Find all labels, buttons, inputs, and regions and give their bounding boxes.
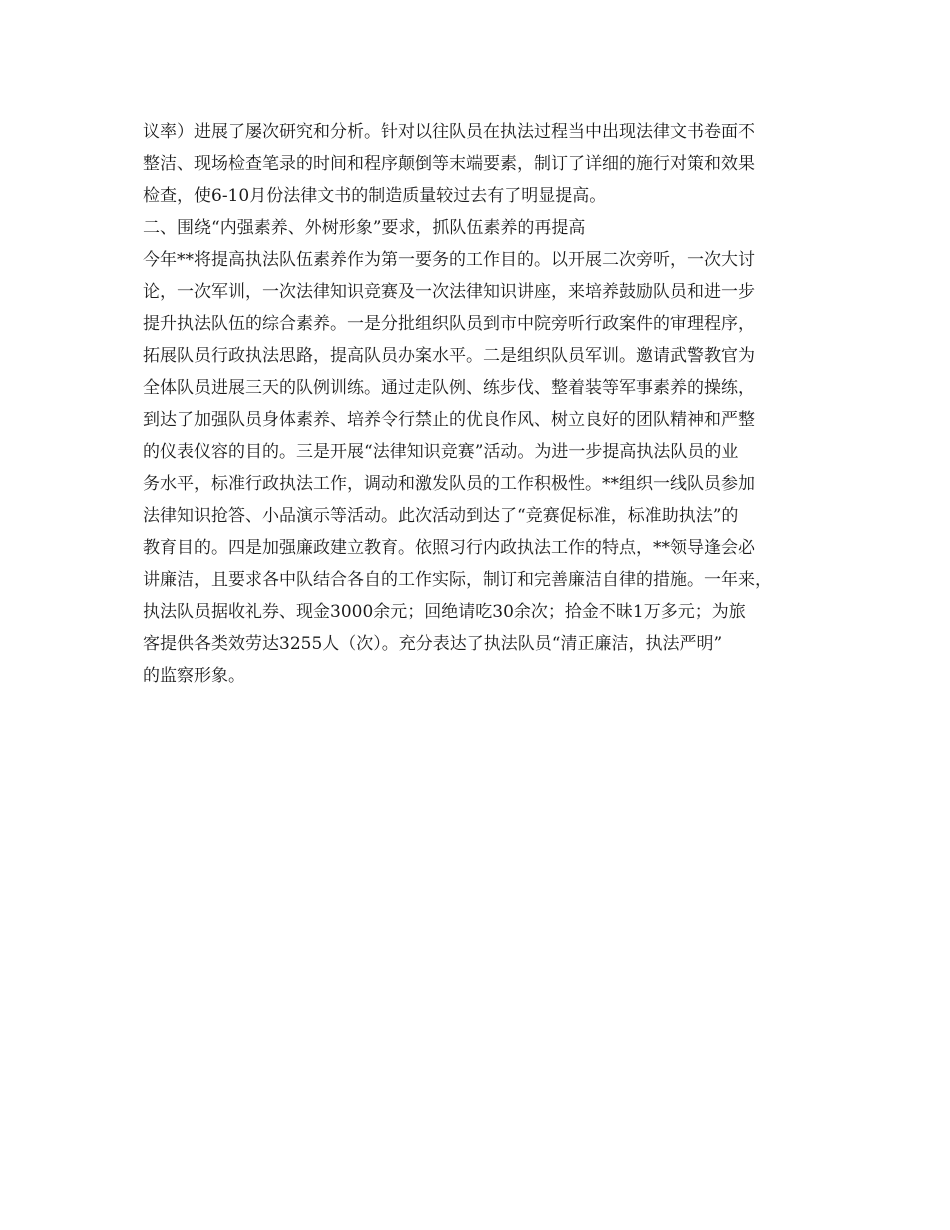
text-line: 整洁、现场检查笔录的时间和程序颠倒等末端要素，制订了详细的施行对策和效果 — [143, 154, 755, 174]
document-body — [143, 116, 823, 692]
text-line: 全体队员进展三天的队例训练。通过走队例、练步伐、整着装等军事素养的操练， — [143, 378, 755, 398]
text-line: 的仪表仪容的目的。三是开展“法律知识竞赛”活动。为进一步提高执法队员的业 — [143, 442, 739, 462]
text-line: 客提供各类效劳达3255人（次）。充分表达了执法队员“清正廉洁，执法严明” — [143, 634, 723, 654]
text-line: 教育目的。四是加强廉政建立教育。依照习行内政执法工作的特点，**领导逢会必 — [143, 538, 755, 558]
text-line: 讲廉洁，且要求各中队结合各自的工作实际，制订和完善廉洁自律的措施。一年来， — [143, 570, 772, 590]
text-line: 到达了加强队员身体素养、培养令行禁止的优良作风、树立良好的团队精神和严整 — [143, 410, 755, 430]
text-line: 议率）进展了屡次研究和分析。针对以往队员在执法过程当中出现法律文书卷面不 — [143, 122, 755, 142]
text-line: 执法队员据收礼券、现金3000余元；回绝请吃30余次；拾金不昧1万多元；为旅 — [143, 602, 746, 622]
text-line: 法律知识抢答、小品演示等活动。此次活动到达了“竞赛促标准，标准助执法”的 — [143, 506, 739, 526]
text-line: 拓展队员行政执法思路，提高队员办案水平。二是组织队员军训。邀请武警教官为 — [143, 346, 755, 366]
text-line: 务水平，标准行政执法工作，调动和激发队员的工作积极性。**组织一线队员参加 — [143, 474, 755, 494]
text-line: 提升执法队伍的综合素养。一是分批组织队员到市中院旁听行政案件的审理程序， — [143, 314, 755, 334]
text-line: 检查，使6-10月份法律文书的制造质量较过去有了明显提高。 — [143, 186, 607, 206]
text-line: 论，一次军训，一次法律知识竞赛及一次法律知识讲座，来培养鼓励队员和进一步 — [143, 282, 755, 302]
text-line: 今年**将提高执法队伍素养作为第一要务的工作目的。以开展二次旁听，一次大讨 — [143, 250, 755, 270]
text-line: 的监察形象。 — [143, 666, 245, 686]
section-heading: 二、围绕“内强素养、外树形象”要求，抓队伍素养的再提高 — [143, 218, 586, 238]
